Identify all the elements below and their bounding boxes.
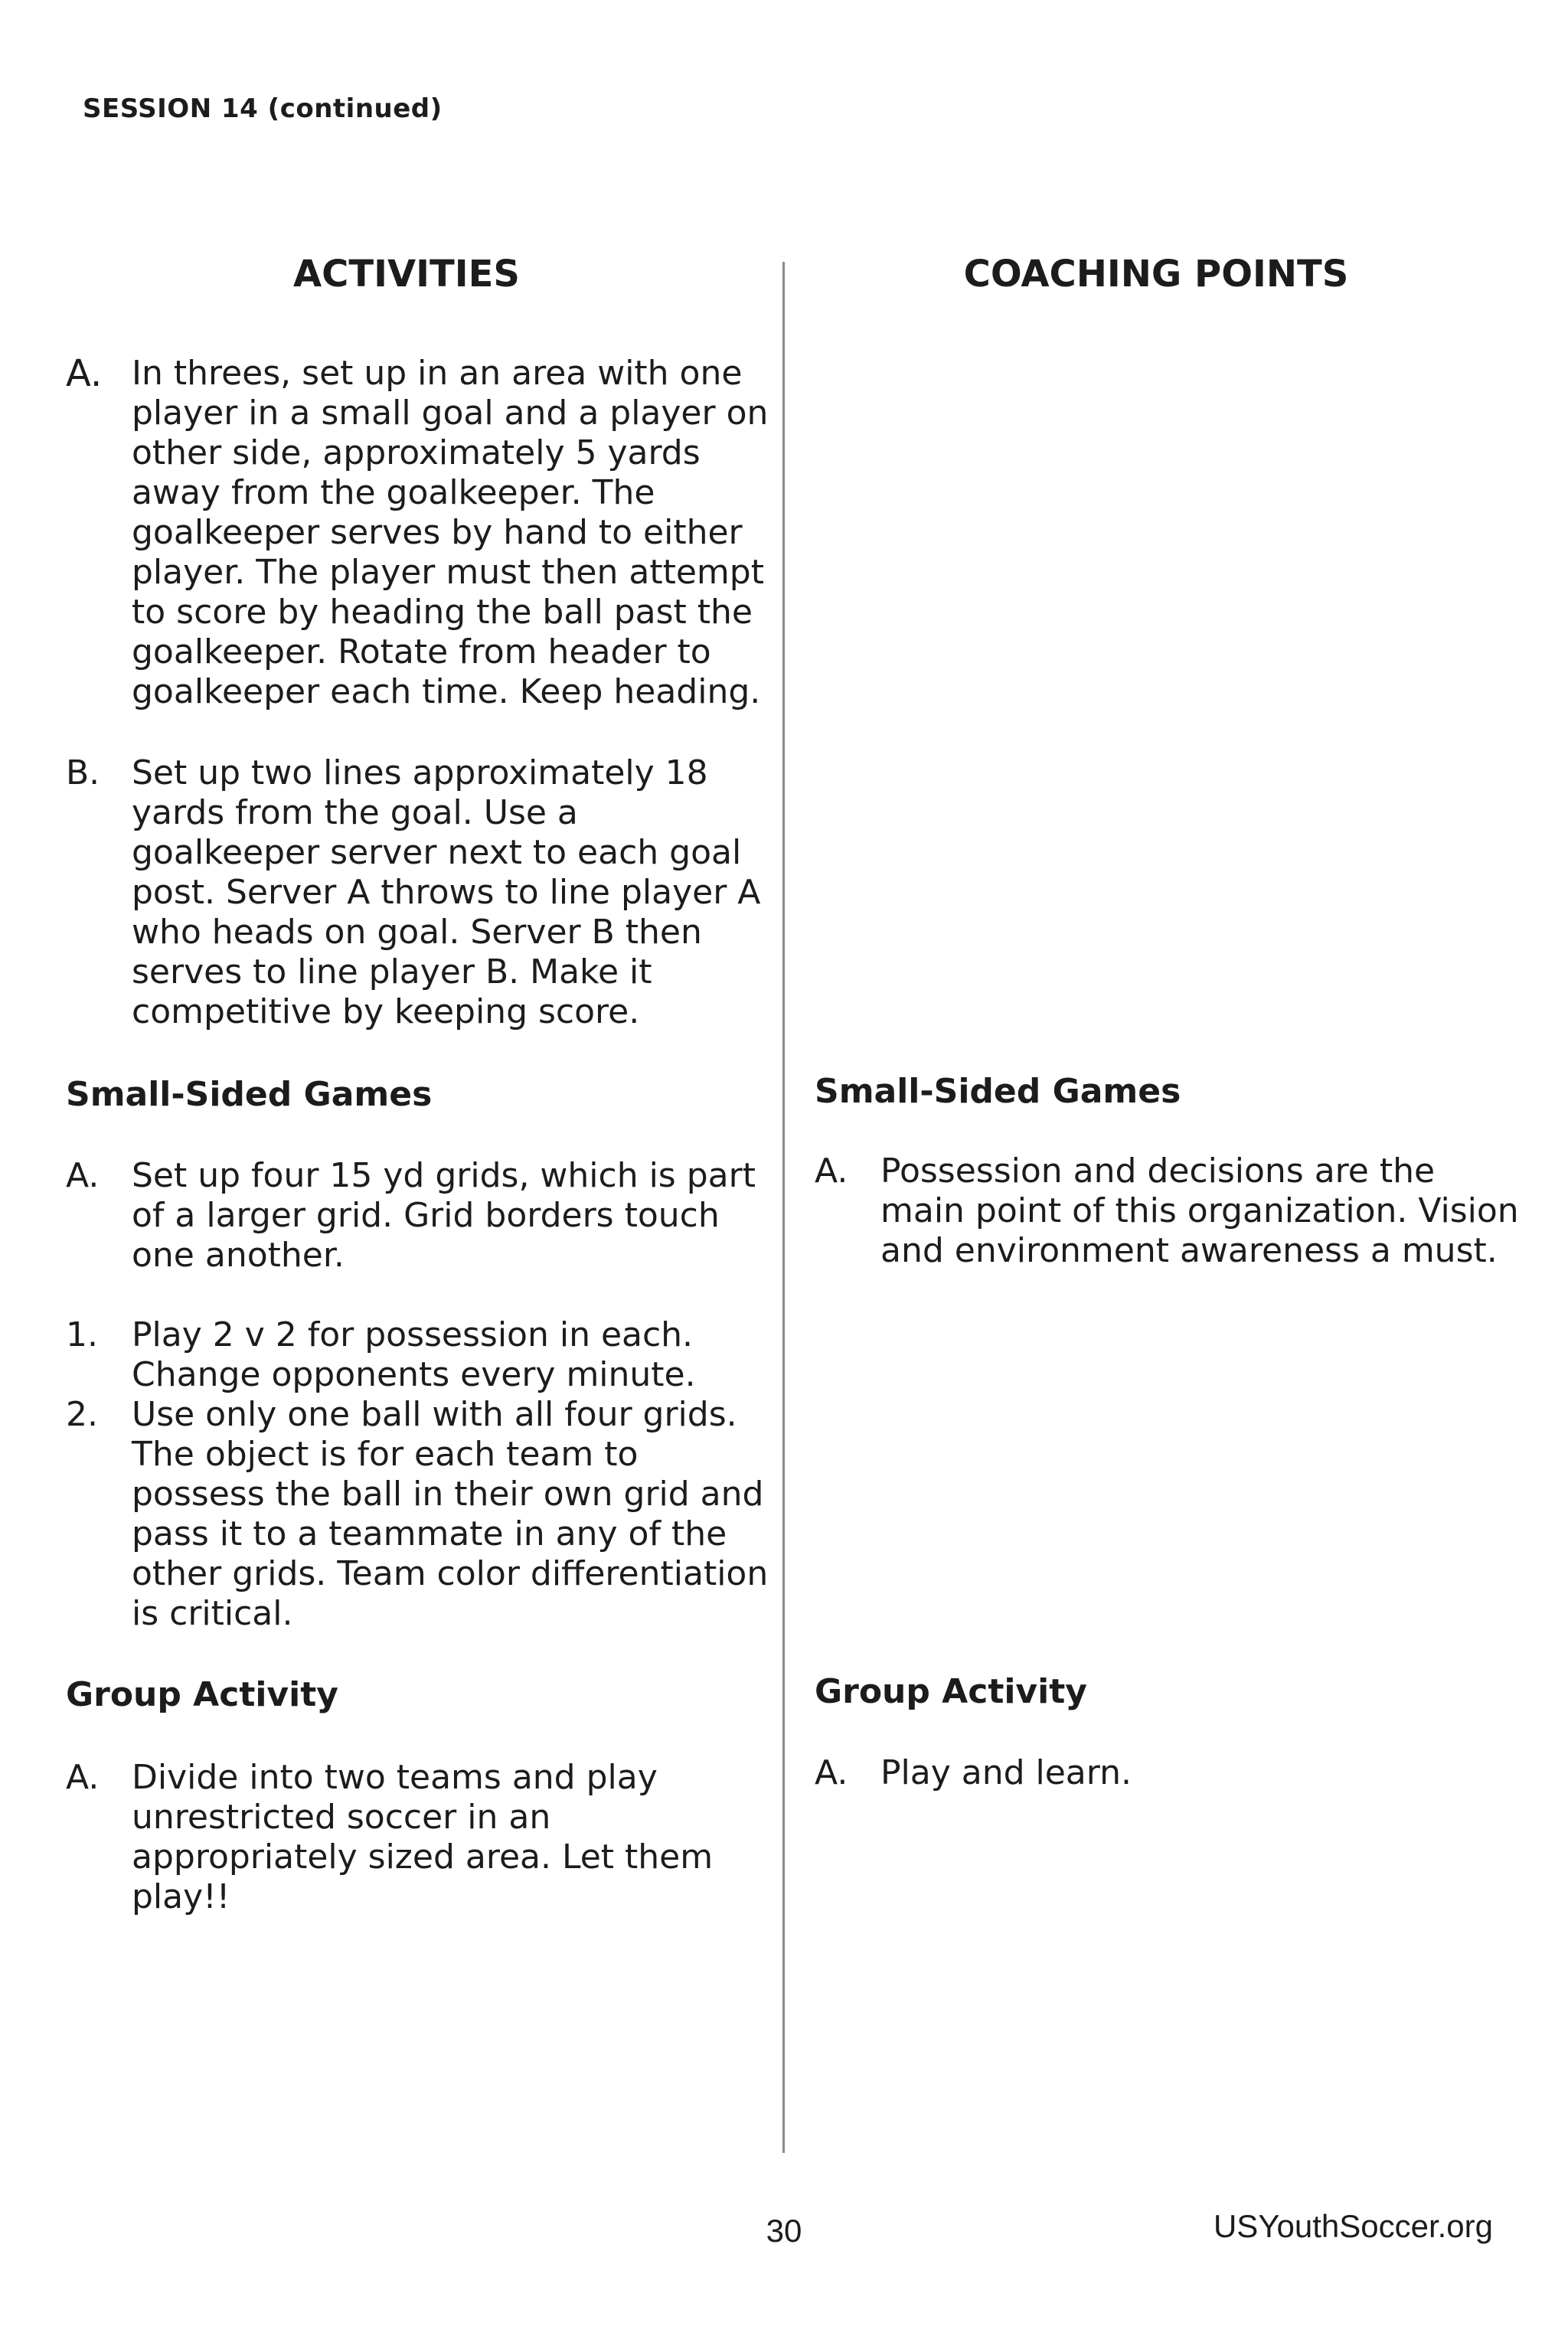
- activity-text: Set up two lines approximately 18 yards from the goal. Use a goalkeeper server next to each goal post. Server A throws to line player A who heads on goal. Server B then serves to line player B. Make it competitive by keeping score.: [132, 753, 761, 1031]
- coaching-group-activity-heading: Group Activity: [815, 1672, 1087, 1711]
- coaching-text: Play and learn.: [880, 1753, 1132, 1792]
- session-header: SESSION 14 (continued): [83, 93, 443, 124]
- coaching-marker: A.: [815, 1753, 848, 1792]
- activities-title: ACTIVITIES: [293, 253, 520, 296]
- activity-item-b: [66, 753, 770, 1032]
- group-activity-text: Divide into two teams and play unrestricted soccer in an appropriately sized area. Let them play!!: [132, 1758, 714, 1916]
- coaching-small-sided-heading: Small-Sided Games: [815, 1072, 1181, 1111]
- ssg-text: Use only one ball with all four grids. The object is for each team to possess the ball in their own grid and pass it to a teammate in any of the other grids. Team color differentiation is critical.: [132, 1395, 769, 1633]
- coaching-points-title: COACHING POINTS: [963, 253, 1349, 296]
- activity-item-a: [66, 354, 770, 712]
- ssg-text: Play 2 v 2 for possession in each. Change opponents every minute.: [132, 1315, 696, 1394]
- column-divider: [782, 262, 785, 2153]
- coaching-group-item-a: [815, 1753, 1519, 1793]
- activities-small-sided-heading: Small-Sided Games: [66, 1075, 433, 1114]
- group-activity-item-a: [66, 1758, 770, 1917]
- ssg-item-2: [66, 1395, 770, 1634]
- activities-group-activity-heading: Group Activity: [66, 1675, 338, 1714]
- coaching-ssg-item-a: [815, 1152, 1519, 1271]
- ssg-text: Set up four 15 yd grids, which is part of a larger grid. Grid borders touch one another.: [132, 1156, 756, 1275]
- coaching-text: Possession and decisions are the main point of this organization. Vision and environment awareness a must.: [880, 1152, 1519, 1270]
- ssg-item-a: [66, 1156, 770, 1276]
- ssg-marker: 2.: [66, 1395, 98, 1434]
- page-number: 30: [766, 2213, 802, 2249]
- activity-marker: B.: [66, 753, 100, 792]
- activity-marker: A.: [66, 352, 103, 395]
- ssg-marker: 1.: [66, 1315, 98, 1354]
- activity-text: In threes, set up in an area with one player in a small goal and a player on other side, approximately 5 yards away from the goalkeeper. The goalkeeper serves by hand to either player. The player must then attempt to score by heading the ball past the goalkeeper. Rotate from header to goalkeeper each time. Keep heading.: [132, 354, 769, 711]
- ssg-item-1: [66, 1315, 770, 1395]
- website-footer: USYouthSoccer.org: [1213, 2208, 1493, 2244]
- ssg-marker: A.: [66, 1156, 100, 1195]
- group-activity-marker: A.: [66, 1758, 100, 1797]
- coaching-marker: A.: [815, 1152, 848, 1191]
